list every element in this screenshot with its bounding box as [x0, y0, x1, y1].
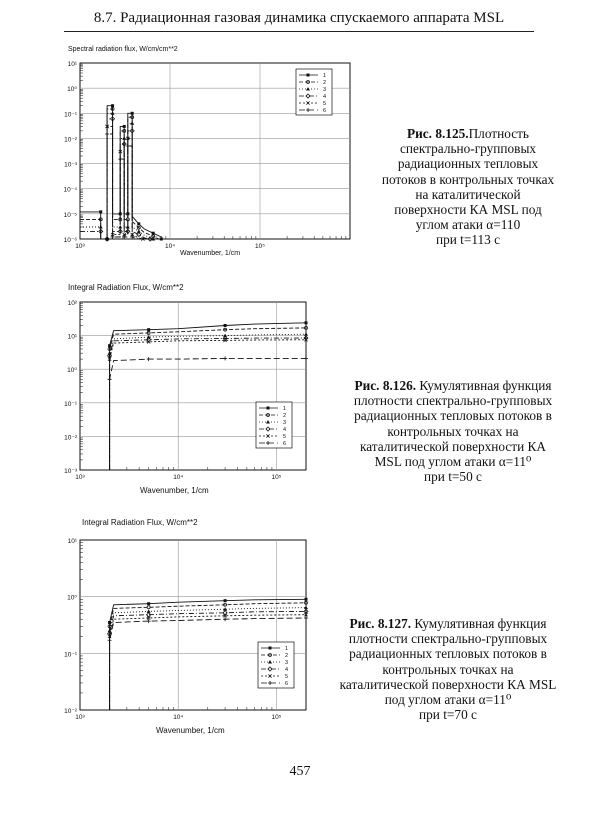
x-tick-label: 10³ — [75, 474, 85, 481]
figure-2-plot-title: Integral Radiation Flux, W/cm**2 — [68, 283, 184, 292]
x-tick-label: 10⁴ — [173, 474, 184, 481]
y-tick-label: 10⁻² — [64, 434, 77, 442]
figure-1-caption-label: Рис. 8.125. — [407, 126, 469, 141]
legend-label: 5 — [283, 434, 287, 440]
data-point — [224, 599, 227, 602]
figure-2-caption-line: MSL под углом атаки α=11⁰ — [374, 454, 532, 470]
data-point — [305, 321, 308, 324]
y-tick-label: 10⁻² — [64, 136, 77, 144]
page-number: 457 — [289, 764, 311, 779]
legend-label: 4 — [283, 427, 287, 433]
y-tick-label: 10⁻² — [64, 708, 77, 715]
figure-1-caption-line: углом атаки α=110 — [415, 217, 521, 233]
x-tick-label: 10³ — [75, 243, 85, 250]
x-tick-label: 10⁵ — [255, 243, 265, 250]
x-tick-label: 10⁵ — [271, 474, 282, 481]
legend-label: 6 — [323, 108, 327, 114]
figure-3-chart — [58, 530, 320, 726]
y-tick-label: 10⁻⁵ — [63, 211, 77, 219]
data-point — [147, 328, 150, 331]
legend-box — [256, 402, 292, 448]
legend-label: 1 — [283, 406, 287, 412]
figure-1-caption-line: потоков в контрольных точках — [381, 171, 555, 187]
legend-marker — [307, 74, 310, 77]
legend-label: 1 — [285, 646, 289, 652]
figure-2-caption-label: Рис. 8.126. — [354, 378, 417, 393]
y-tick-label: 10⁻¹ — [64, 111, 77, 119]
legend-box — [258, 642, 294, 688]
legend-marker — [269, 647, 272, 650]
x-tick-label: 10³ — [75, 714, 85, 721]
legend-label: 4 — [285, 667, 289, 673]
y-tick-label: 10⁰ — [67, 367, 77, 375]
legend-label: 3 — [285, 660, 289, 666]
running-header: 8.7. Радиационная газовая динамика спускаемого аппарата MSL — [93, 10, 505, 26]
figure-3-caption-line: плотности спектрально-групповых — [348, 631, 548, 647]
legend-label: 2 — [323, 80, 327, 86]
figure-3-caption — [320, 616, 576, 722]
figure-2-caption-line: при t=50 с — [424, 469, 482, 485]
legend-box — [296, 69, 332, 115]
figure-2-caption — [330, 378, 576, 484]
x-tick-label: 10⁵ — [271, 714, 282, 721]
data-point — [147, 602, 150, 605]
y-tick-label: 10² — [67, 300, 77, 307]
y-tick-label: 10⁻³ — [64, 468, 77, 475]
data-point — [160, 238, 163, 241]
figure-1-caption-line: поверхности КА MSL под — [394, 202, 542, 218]
data-point — [111, 104, 114, 107]
legend-label: 1 — [323, 73, 327, 79]
figure-1-caption — [368, 126, 568, 248]
y-tick-label: 10⁰ — [67, 86, 77, 94]
figure-2-caption-line: радиационных тепловых потоков в — [354, 408, 552, 424]
figure-1-chart — [58, 55, 358, 255]
figure-2-caption-line: каталитической поверхности КА — [359, 438, 547, 454]
data-point — [131, 112, 134, 115]
y-tick-label: 10⁻⁴ — [63, 186, 77, 194]
figure-1-caption-line: при t=113 с — [435, 232, 501, 248]
figure-3-caption-line: каталитической поверхности КА MSL — [339, 676, 557, 692]
data-point — [99, 210, 102, 213]
figure-2-caption-line: Кумулятивная функция — [419, 378, 552, 393]
legend-label: 3 — [323, 87, 327, 93]
figure-3-caption-label: Рис. 8.127. — [349, 616, 412, 631]
legend-label: 2 — [283, 413, 287, 419]
figure-1-plot-title: Spectral radiation flux, W/cm/cm**2 — [68, 46, 178, 53]
y-tick-label: 10⁰ — [67, 594, 77, 602]
legend-label: 3 — [283, 420, 287, 426]
figure-2-caption-line: плотности спектрально-групповых — [353, 393, 553, 409]
figure-3-x-axis-label: Wavenumber, 1/cm — [156, 726, 225, 735]
y-tick-label: 10¹ — [67, 61, 77, 68]
data-point — [123, 125, 126, 128]
figure-3-caption-line: при t=70 с — [419, 707, 477, 723]
legend-label: 5 — [285, 674, 289, 680]
figure-3-caption-line: Кумулятивная функция — [414, 616, 547, 631]
y-tick-label: 10¹ — [67, 333, 77, 341]
data-point — [137, 222, 140, 225]
legend-label: 4 — [323, 94, 327, 100]
figure-3-caption-line: контрольных точках на — [382, 661, 514, 677]
data-point — [224, 324, 227, 327]
y-tick-label: 10⁻¹ — [64, 400, 77, 408]
y-tick-label: 10⁻¹ — [64, 651, 77, 659]
figure-1-caption-line: Плотность — [468, 126, 529, 141]
y-tick-label: 10⁻⁶ — [63, 237, 77, 244]
legend-label: 5 — [323, 101, 327, 107]
figure-2-caption-line: контрольных точках на — [387, 423, 519, 439]
figure-3-caption-line: под углом атаки α=11⁰ — [384, 692, 512, 708]
y-tick-label: 10⁻³ — [64, 161, 77, 169]
legend-label: 6 — [285, 681, 289, 687]
y-tick-label: 10¹ — [67, 538, 77, 545]
x-tick-label: 10⁴ — [173, 714, 184, 721]
figure-1-x-axis-label: Wavenumber, 1/cm — [180, 250, 241, 257]
figure-1-caption-line: радиационных тепловых — [397, 156, 539, 172]
figure-2-x-axis-label: Wavenumber, 1/cm — [140, 486, 209, 495]
figure-3-plot-title: Integral Radiation Flux, W/cm**2 — [82, 518, 198, 527]
figure-3-caption-line: радиационных тепловых потоков в — [349, 646, 547, 662]
legend-marker — [267, 407, 270, 410]
figure-2-chart — [58, 292, 320, 488]
legend-label: 6 — [283, 441, 287, 447]
figure-1-caption-line: на каталитической — [415, 186, 521, 202]
legend-label: 2 — [285, 653, 289, 659]
header-rule — [64, 31, 534, 32]
data-point — [305, 598, 308, 601]
x-tick-label: 10⁴ — [164, 243, 176, 250]
figure-1-caption-line: спектрально-групповых — [399, 141, 537, 157]
